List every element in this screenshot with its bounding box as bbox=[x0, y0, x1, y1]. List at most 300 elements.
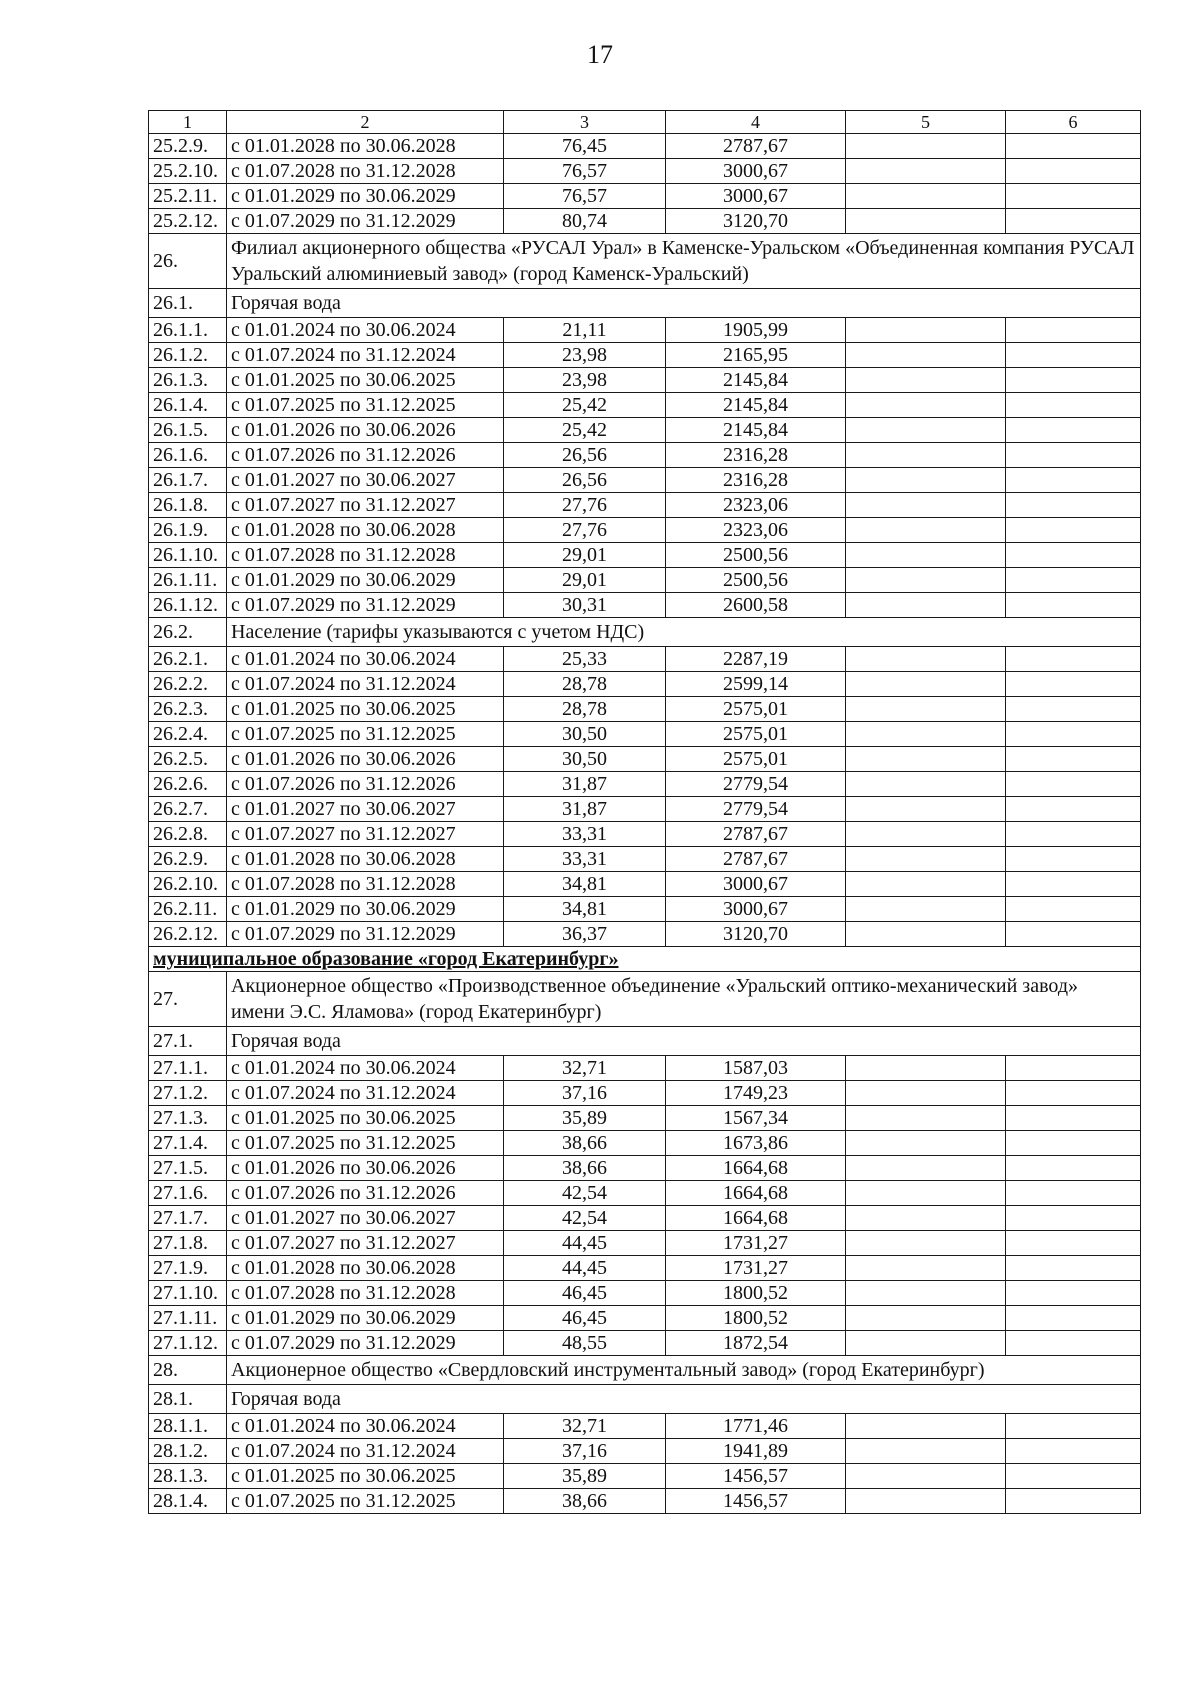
row-value-col4: 2145,84 bbox=[666, 368, 846, 393]
row-value-col5 bbox=[846, 1181, 1006, 1206]
table-row bbox=[149, 159, 1141, 184]
row-value-col6 bbox=[1006, 797, 1141, 822]
row-value-col6 bbox=[1006, 1281, 1141, 1306]
row-code: 26.1.9. bbox=[149, 518, 227, 543]
row-value-col6 bbox=[1006, 209, 1141, 234]
table-row bbox=[149, 543, 1141, 568]
row-period: с 01.07.2029 по 31.12.2029 bbox=[227, 922, 504, 947]
row-value-col6 bbox=[1006, 418, 1141, 443]
column-header: 4 bbox=[666, 111, 846, 134]
row-value-col4: 3000,67 bbox=[666, 897, 846, 922]
section-title: Население (тарифы указываются с учетом НДС) bbox=[227, 618, 1141, 647]
row-code: 27.1.9. bbox=[149, 1256, 227, 1281]
table-row bbox=[149, 443, 1141, 468]
table-row bbox=[149, 797, 1141, 822]
row-code: 26.1.7. bbox=[149, 468, 227, 493]
column-header: 3 bbox=[504, 111, 666, 134]
row-value-col5 bbox=[846, 1156, 1006, 1181]
row-period: с 01.07.2025 по 31.12.2025 bbox=[227, 1131, 504, 1156]
row-period: с 01.01.2029 по 30.06.2029 bbox=[227, 568, 504, 593]
section-title: Акционерное общество «Производственное объединение «Уральский оптико-механический завод» имени Э.С. Яламова» (город Екатеринбург) bbox=[227, 972, 1141, 1027]
row-value-col6 bbox=[1006, 1131, 1141, 1156]
table-row bbox=[149, 1414, 1141, 1439]
row-period: с 01.01.2026 по 30.06.2026 bbox=[227, 747, 504, 772]
row-value-col6 bbox=[1006, 134, 1141, 159]
table-row bbox=[149, 1256, 1141, 1281]
row-value-col5 bbox=[846, 393, 1006, 418]
row-period: с 01.01.2026 по 30.06.2026 bbox=[227, 418, 504, 443]
row-code: 26.2.5. bbox=[149, 747, 227, 772]
row-code: 26.2.8. bbox=[149, 822, 227, 847]
row-value-col6 bbox=[1006, 1489, 1141, 1514]
row-value-col5 bbox=[846, 1206, 1006, 1231]
row-code: 26.1.8. bbox=[149, 493, 227, 518]
table-row bbox=[149, 134, 1141, 159]
row-period: с 01.01.2024 по 30.06.2024 bbox=[227, 318, 504, 343]
row-code: 26.1.12. bbox=[149, 593, 227, 618]
row-period: с 01.01.2029 по 30.06.2029 bbox=[227, 897, 504, 922]
row-value-col6 bbox=[1006, 159, 1141, 184]
row-value-col3: 29,01 bbox=[504, 543, 666, 568]
tariff-table-body bbox=[149, 111, 1141, 1514]
row-value-col5 bbox=[846, 184, 1006, 209]
row-period: с 01.01.2026 по 30.06.2026 bbox=[227, 1156, 504, 1181]
row-value-col4: 1664,68 bbox=[666, 1206, 846, 1231]
row-value-col3: 30,50 bbox=[504, 747, 666, 772]
row-value-col3: 23,98 bbox=[504, 368, 666, 393]
table-row bbox=[149, 518, 1141, 543]
row-value-col4: 2787,67 bbox=[666, 847, 846, 872]
row-value-col5 bbox=[846, 1106, 1006, 1131]
table-row bbox=[149, 343, 1141, 368]
page-number: 17 bbox=[587, 40, 613, 69]
row-code: 26.1.6. bbox=[149, 443, 227, 468]
row-code: 26.2.2. bbox=[149, 672, 227, 697]
row-period: с 01.07.2026 по 31.12.2026 bbox=[227, 443, 504, 468]
row-value-col6 bbox=[1006, 922, 1141, 947]
section-code: 26. bbox=[149, 234, 227, 289]
row-value-col6 bbox=[1006, 1439, 1141, 1464]
row-value-col6 bbox=[1006, 393, 1141, 418]
row-period: с 01.01.2025 по 30.06.2025 bbox=[227, 368, 504, 393]
row-code: 25.2.9. bbox=[149, 134, 227, 159]
table-row bbox=[149, 722, 1141, 747]
row-code: 26.1.11. bbox=[149, 568, 227, 593]
row-period: с 01.07.2026 по 31.12.2026 bbox=[227, 1181, 504, 1206]
row-period: с 01.07.2029 по 31.12.2029 bbox=[227, 1331, 504, 1356]
row-period: с 01.07.2029 по 31.12.2029 bbox=[227, 209, 504, 234]
section-code: 28. bbox=[149, 1356, 227, 1385]
column-header: 6 bbox=[1006, 111, 1141, 134]
row-value-col5 bbox=[846, 209, 1006, 234]
row-value-col5 bbox=[846, 518, 1006, 543]
row-value-col5 bbox=[846, 443, 1006, 468]
section-title: Горячая вода bbox=[227, 289, 1141, 318]
row-value-col4: 2316,28 bbox=[666, 468, 846, 493]
row-period: с 01.07.2024 по 31.12.2024 bbox=[227, 1081, 504, 1106]
row-value-col3: 76,45 bbox=[504, 134, 666, 159]
section-code: 27. bbox=[149, 972, 227, 1027]
row-code: 28.1.4. bbox=[149, 1489, 227, 1514]
table-row bbox=[149, 1181, 1141, 1206]
row-period: с 01.07.2025 по 31.12.2025 bbox=[227, 393, 504, 418]
row-value-col4: 2500,56 bbox=[666, 543, 846, 568]
row-value-col5 bbox=[846, 1056, 1006, 1081]
row-value-col3: 38,66 bbox=[504, 1489, 666, 1514]
row-value-col3: 76,57 bbox=[504, 184, 666, 209]
row-value-col5 bbox=[846, 722, 1006, 747]
row-value-col4: 2145,84 bbox=[666, 393, 846, 418]
row-value-col6 bbox=[1006, 747, 1141, 772]
row-period: с 01.07.2027 по 31.12.2027 bbox=[227, 493, 504, 518]
row-value-col6 bbox=[1006, 443, 1141, 468]
table-row bbox=[149, 1156, 1141, 1181]
row-value-col3: 44,45 bbox=[504, 1231, 666, 1256]
section-row bbox=[149, 1385, 1141, 1414]
table-row bbox=[149, 1206, 1141, 1231]
row-value-col3: 30,31 bbox=[504, 593, 666, 618]
row-value-col6 bbox=[1006, 1056, 1141, 1081]
row-value-col4: 3000,67 bbox=[666, 872, 846, 897]
table-row bbox=[149, 318, 1141, 343]
row-value-col3: 38,66 bbox=[504, 1156, 666, 1181]
row-value-col4: 1800,52 bbox=[666, 1281, 846, 1306]
row-code: 26.2.12. bbox=[149, 922, 227, 947]
row-code: 27.1.2. bbox=[149, 1081, 227, 1106]
row-value-col4: 1664,68 bbox=[666, 1156, 846, 1181]
section-code: 26.1. bbox=[149, 289, 227, 318]
table-row bbox=[149, 1106, 1141, 1131]
table-row bbox=[149, 493, 1141, 518]
column-header: 1 bbox=[149, 111, 227, 134]
row-code: 26.2.10. bbox=[149, 872, 227, 897]
table-row bbox=[149, 1439, 1141, 1464]
row-value-col5 bbox=[846, 468, 1006, 493]
row-value-col6 bbox=[1006, 1156, 1141, 1181]
row-value-col5 bbox=[846, 1231, 1006, 1256]
row-value-col3: 76,57 bbox=[504, 159, 666, 184]
row-code: 26.1.4. bbox=[149, 393, 227, 418]
section-row bbox=[149, 1356, 1141, 1385]
row-code: 26.2.3. bbox=[149, 697, 227, 722]
row-value-col3: 25,33 bbox=[504, 647, 666, 672]
row-code: 26.2.4. bbox=[149, 722, 227, 747]
municipality-row bbox=[149, 947, 1141, 972]
row-value-col5 bbox=[846, 493, 1006, 518]
row-code: 28.1.1. bbox=[149, 1414, 227, 1439]
row-value-col4: 3120,70 bbox=[666, 922, 846, 947]
row-value-col5 bbox=[846, 797, 1006, 822]
row-value-col3: 33,31 bbox=[504, 822, 666, 847]
row-value-col6 bbox=[1006, 1464, 1141, 1489]
row-period: с 01.07.2028 по 31.12.2028 bbox=[227, 159, 504, 184]
row-value-col5 bbox=[846, 672, 1006, 697]
row-value-col3: 27,76 bbox=[504, 493, 666, 518]
row-value-col4: 1456,57 bbox=[666, 1489, 846, 1514]
row-code: 26.2.11. bbox=[149, 897, 227, 922]
row-value-col3: 21,11 bbox=[504, 318, 666, 343]
table-row bbox=[149, 922, 1141, 947]
row-period: с 01.01.2024 по 30.06.2024 bbox=[227, 1056, 504, 1081]
row-value-col4: 1800,52 bbox=[666, 1306, 846, 1331]
row-period: с 01.07.2026 по 31.12.2026 bbox=[227, 772, 504, 797]
tariff-table bbox=[148, 110, 1141, 1514]
section-row bbox=[149, 234, 1141, 289]
row-value-col3: 34,81 bbox=[504, 872, 666, 897]
table-row bbox=[149, 209, 1141, 234]
row-value-col5 bbox=[846, 922, 1006, 947]
row-value-col5 bbox=[846, 1281, 1006, 1306]
row-value-col3: 44,45 bbox=[504, 1256, 666, 1281]
row-value-col5 bbox=[846, 822, 1006, 847]
table-row bbox=[149, 872, 1141, 897]
row-period: с 01.07.2025 по 31.12.2025 bbox=[227, 722, 504, 747]
row-value-col3: 32,71 bbox=[504, 1414, 666, 1439]
row-code: 26.2.9. bbox=[149, 847, 227, 872]
table-row bbox=[149, 822, 1141, 847]
row-value-col4: 2779,54 bbox=[666, 772, 846, 797]
row-code: 27.1.5. bbox=[149, 1156, 227, 1181]
row-value-col4: 1872,54 bbox=[666, 1331, 846, 1356]
section-code: 26.2. bbox=[149, 618, 227, 647]
row-value-col5 bbox=[846, 1489, 1006, 1514]
table-row bbox=[149, 1231, 1141, 1256]
row-code: 27.1.11. bbox=[149, 1306, 227, 1331]
row-value-col6 bbox=[1006, 772, 1141, 797]
row-code: 26.2.6. bbox=[149, 772, 227, 797]
table-row bbox=[149, 368, 1141, 393]
table-row bbox=[149, 647, 1141, 672]
section-code: 27.1. bbox=[149, 1027, 227, 1056]
row-value-col4: 2787,67 bbox=[666, 822, 846, 847]
row-code: 26.1.2. bbox=[149, 343, 227, 368]
row-value-col4: 1731,27 bbox=[666, 1256, 846, 1281]
row-value-col4: 1587,03 bbox=[666, 1056, 846, 1081]
row-value-col6 bbox=[1006, 568, 1141, 593]
row-period: с 01.07.2024 по 31.12.2024 bbox=[227, 343, 504, 368]
row-value-col4: 2575,01 bbox=[666, 722, 846, 747]
table-row bbox=[149, 1081, 1141, 1106]
row-value-col5 bbox=[846, 593, 1006, 618]
table-row bbox=[149, 1489, 1141, 1514]
row-value-col6 bbox=[1006, 847, 1141, 872]
row-value-col4: 1941,89 bbox=[666, 1439, 846, 1464]
row-value-col3: 32,71 bbox=[504, 1056, 666, 1081]
row-value-col4: 2316,28 bbox=[666, 443, 846, 468]
row-value-col6 bbox=[1006, 1306, 1141, 1331]
row-period: с 01.07.2029 по 31.12.2029 bbox=[227, 593, 504, 618]
row-value-col4: 1673,86 bbox=[666, 1131, 846, 1156]
row-value-col3: 30,50 bbox=[504, 722, 666, 747]
row-value-col5 bbox=[846, 1439, 1006, 1464]
row-value-col3: 28,78 bbox=[504, 672, 666, 697]
row-period: с 01.01.2029 по 30.06.2029 bbox=[227, 1306, 504, 1331]
row-value-col5 bbox=[846, 318, 1006, 343]
row-value-col3: 29,01 bbox=[504, 568, 666, 593]
row-value-col5 bbox=[846, 1131, 1006, 1156]
row-period: с 01.01.2027 по 30.06.2027 bbox=[227, 797, 504, 822]
row-code: 25.2.10. bbox=[149, 159, 227, 184]
row-value-col6 bbox=[1006, 722, 1141, 747]
row-value-col4: 1731,27 bbox=[666, 1231, 846, 1256]
row-value-col4: 1905,99 bbox=[666, 318, 846, 343]
row-value-col5 bbox=[846, 647, 1006, 672]
row-value-col5 bbox=[846, 697, 1006, 722]
column-header: 2 bbox=[227, 111, 504, 134]
row-code: 26.1.5. bbox=[149, 418, 227, 443]
row-code: 26.1.1. bbox=[149, 318, 227, 343]
row-value-col4: 1456,57 bbox=[666, 1464, 846, 1489]
row-value-col4: 2787,67 bbox=[666, 134, 846, 159]
row-value-col3: 36,37 bbox=[504, 922, 666, 947]
row-code: 26.2.7. bbox=[149, 797, 227, 822]
row-value-col4: 2165,95 bbox=[666, 343, 846, 368]
row-value-col4: 3000,67 bbox=[666, 159, 846, 184]
row-value-col5 bbox=[846, 1081, 1006, 1106]
row-value-col5 bbox=[846, 418, 1006, 443]
row-value-col4: 1771,46 bbox=[666, 1414, 846, 1439]
row-period: с 01.01.2029 по 30.06.2029 bbox=[227, 184, 504, 209]
section-title: Горячая вода bbox=[227, 1027, 1141, 1056]
table-row bbox=[149, 1464, 1141, 1489]
row-code: 27.1.7. bbox=[149, 1206, 227, 1231]
table-row bbox=[149, 1131, 1141, 1156]
row-value-col5 bbox=[846, 1331, 1006, 1356]
row-value-col3: 26,56 bbox=[504, 443, 666, 468]
row-value-col5 bbox=[846, 343, 1006, 368]
row-code: 27.1.8. bbox=[149, 1231, 227, 1256]
table-row bbox=[149, 568, 1141, 593]
row-value-col4: 2575,01 bbox=[666, 747, 846, 772]
row-value-col3: 35,89 bbox=[504, 1106, 666, 1131]
row-period: с 01.01.2028 по 30.06.2028 bbox=[227, 134, 504, 159]
row-period: с 01.07.2024 по 31.12.2024 bbox=[227, 1439, 504, 1464]
row-period: с 01.01.2024 по 30.06.2024 bbox=[227, 1414, 504, 1439]
row-code: 27.1.4. bbox=[149, 1131, 227, 1156]
row-value-col4: 3120,70 bbox=[666, 209, 846, 234]
row-value-col3: 38,66 bbox=[504, 1131, 666, 1156]
table-header-row bbox=[149, 111, 1141, 134]
row-value-col6 bbox=[1006, 468, 1141, 493]
table-row bbox=[149, 672, 1141, 697]
row-value-col3: 42,54 bbox=[504, 1181, 666, 1206]
row-value-col6 bbox=[1006, 647, 1141, 672]
row-value-col6 bbox=[1006, 543, 1141, 568]
row-code: 27.1.1. bbox=[149, 1056, 227, 1081]
row-value-col5 bbox=[846, 847, 1006, 872]
row-value-col6 bbox=[1006, 897, 1141, 922]
row-period: с 01.01.2027 по 30.06.2027 bbox=[227, 1206, 504, 1231]
row-code: 25.2.11. bbox=[149, 184, 227, 209]
row-value-col5 bbox=[846, 1306, 1006, 1331]
row-code: 27.1.6. bbox=[149, 1181, 227, 1206]
row-value-col4: 2500,56 bbox=[666, 568, 846, 593]
table-row bbox=[149, 1056, 1141, 1081]
row-value-col3: 80,74 bbox=[504, 209, 666, 234]
table-row bbox=[149, 897, 1141, 922]
row-value-col3: 23,98 bbox=[504, 343, 666, 368]
row-period: с 01.07.2027 по 31.12.2027 bbox=[227, 1231, 504, 1256]
section-code: 28.1. bbox=[149, 1385, 227, 1414]
row-value-col5 bbox=[846, 1414, 1006, 1439]
row-code: 28.1.2. bbox=[149, 1439, 227, 1464]
row-value-col3: 33,31 bbox=[504, 847, 666, 872]
row-value-col5 bbox=[846, 747, 1006, 772]
row-value-col4: 2323,06 bbox=[666, 518, 846, 543]
row-value-col6 bbox=[1006, 1106, 1141, 1131]
row-value-col6 bbox=[1006, 672, 1141, 697]
row-value-col4: 2323,06 bbox=[666, 493, 846, 518]
row-value-col4: 2779,54 bbox=[666, 797, 846, 822]
row-value-col4: 2599,14 bbox=[666, 672, 846, 697]
row-value-col3: 31,87 bbox=[504, 772, 666, 797]
row-code: 26.1.10. bbox=[149, 543, 227, 568]
table-row bbox=[149, 593, 1141, 618]
section-title: Горячая вода bbox=[227, 1385, 1141, 1414]
row-value-col6 bbox=[1006, 697, 1141, 722]
section-row bbox=[149, 289, 1141, 318]
row-value-col5 bbox=[846, 872, 1006, 897]
row-value-col6 bbox=[1006, 1231, 1141, 1256]
row-value-col4: 3000,67 bbox=[666, 184, 846, 209]
row-value-col6 bbox=[1006, 184, 1141, 209]
row-value-col3: 27,76 bbox=[504, 518, 666, 543]
row-value-col5 bbox=[846, 159, 1006, 184]
row-value-col3: 42,54 bbox=[504, 1206, 666, 1231]
row-code: 25.2.12. bbox=[149, 209, 227, 234]
row-value-col6 bbox=[1006, 518, 1141, 543]
section-row bbox=[149, 618, 1141, 647]
row-period: с 01.07.2028 по 31.12.2028 bbox=[227, 872, 504, 897]
row-value-col4: 2145,84 bbox=[666, 418, 846, 443]
row-value-col5 bbox=[846, 897, 1006, 922]
row-period: с 01.07.2024 по 31.12.2024 bbox=[227, 672, 504, 697]
table-row bbox=[149, 1331, 1141, 1356]
row-value-col6 bbox=[1006, 1414, 1141, 1439]
row-value-col5 bbox=[846, 772, 1006, 797]
row-period: с 01.07.2025 по 31.12.2025 bbox=[227, 1489, 504, 1514]
row-value-col4: 2575,01 bbox=[666, 697, 846, 722]
row-code: 27.1.3. bbox=[149, 1106, 227, 1131]
row-value-col6 bbox=[1006, 1206, 1141, 1231]
row-value-col6 bbox=[1006, 493, 1141, 518]
table-row bbox=[149, 847, 1141, 872]
table-row bbox=[149, 772, 1141, 797]
row-value-col3: 46,45 bbox=[504, 1306, 666, 1331]
row-code: 26.1.3. bbox=[149, 368, 227, 393]
row-value-col4: 2287,19 bbox=[666, 647, 846, 672]
row-value-col4: 1567,34 bbox=[666, 1106, 846, 1131]
row-period: с 01.07.2028 по 31.12.2028 bbox=[227, 543, 504, 568]
table-row bbox=[149, 697, 1141, 722]
row-period: с 01.01.2028 по 30.06.2028 bbox=[227, 1256, 504, 1281]
row-value-col6 bbox=[1006, 318, 1141, 343]
row-value-col6 bbox=[1006, 1256, 1141, 1281]
row-value-col3: 46,45 bbox=[504, 1281, 666, 1306]
row-value-col5 bbox=[846, 1256, 1006, 1281]
row-value-col5 bbox=[846, 134, 1006, 159]
row-period: с 01.01.2027 по 30.06.2027 bbox=[227, 468, 504, 493]
section-row bbox=[149, 1027, 1141, 1056]
row-value-col4: 2600,58 bbox=[666, 593, 846, 618]
row-code: 27.1.12. bbox=[149, 1331, 227, 1356]
table-row bbox=[149, 747, 1141, 772]
row-value-col3: 35,89 bbox=[504, 1464, 666, 1489]
table-row bbox=[149, 418, 1141, 443]
row-period: с 01.01.2025 по 30.06.2025 bbox=[227, 697, 504, 722]
row-value-col3: 34,81 bbox=[504, 897, 666, 922]
table-row bbox=[149, 393, 1141, 418]
